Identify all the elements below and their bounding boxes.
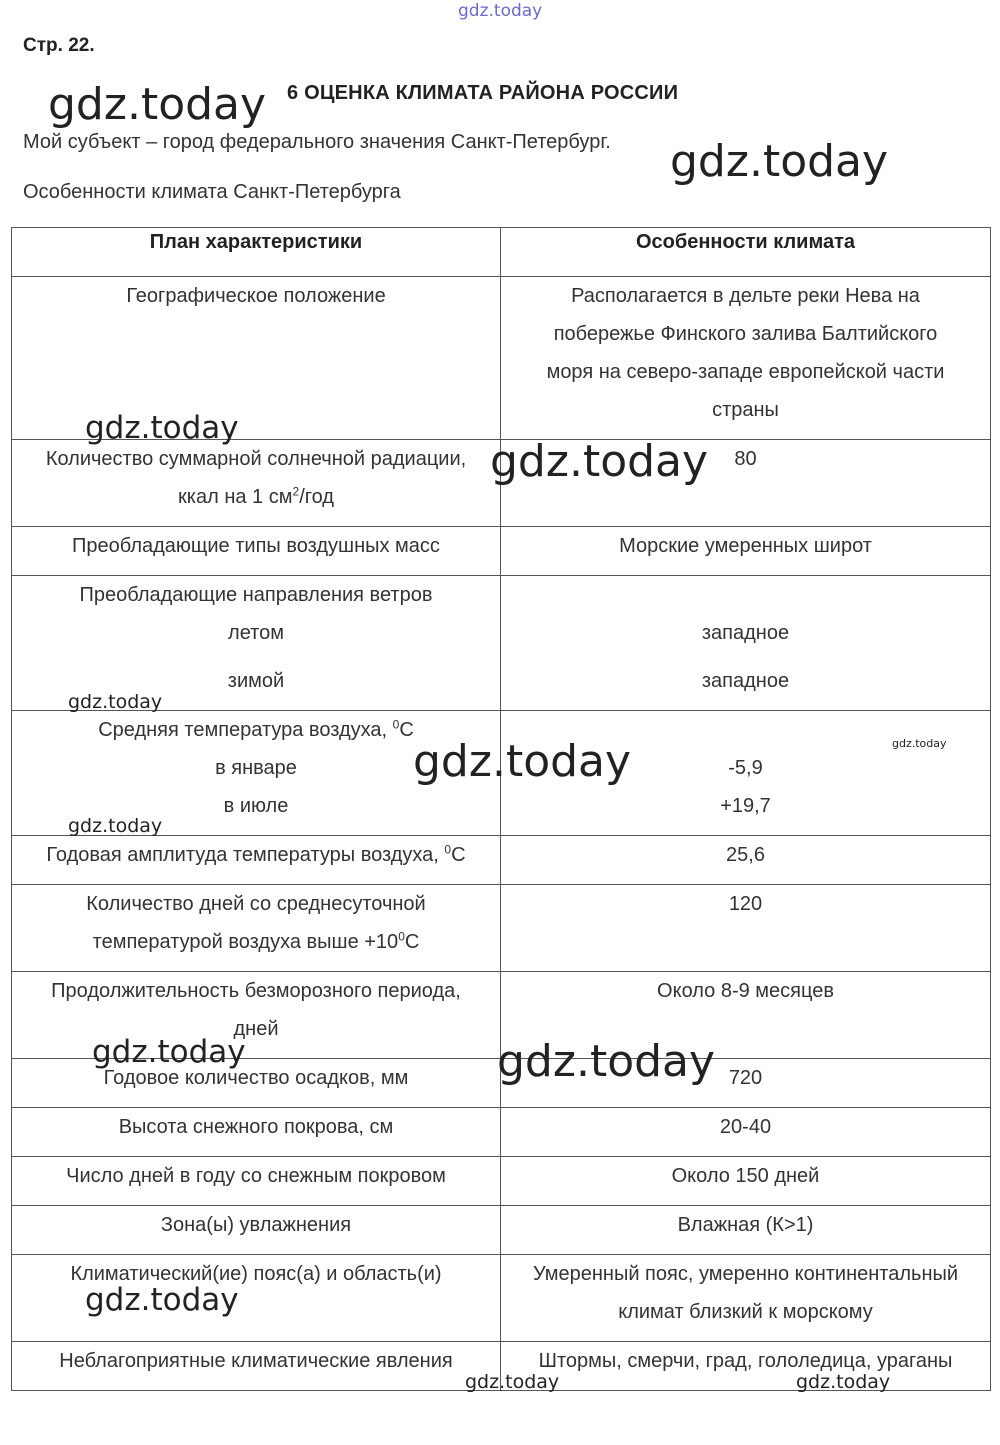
cell-text xyxy=(743,584,749,606)
watermark: gdz.today xyxy=(413,736,632,787)
cell-text: побережье Финского залива Балтийского xyxy=(553,323,938,345)
cell-text: +19,7 xyxy=(720,795,771,817)
row-value-moisture xyxy=(501,1206,991,1255)
cell-text: Климатический(ие) пояс(а) и область(и) xyxy=(70,1263,442,1285)
subject-line: Мой субъект – город федерального значения Санкт-Петербург. xyxy=(23,131,611,153)
cell-text: 80 xyxy=(734,448,757,470)
table-row xyxy=(12,836,991,885)
row-value-snow-depth xyxy=(501,1108,991,1157)
superscript: 0 xyxy=(398,929,405,944)
cell-text: Географическое положение xyxy=(126,285,386,307)
cell-text: Зона(ы) увлажнения xyxy=(160,1214,352,1236)
cell-text: ккал на 1 см xyxy=(178,486,293,508)
row-value-warm-days xyxy=(501,885,991,972)
table-row xyxy=(12,1206,991,1255)
watermark: gdz.today xyxy=(490,436,709,487)
features-line: Особенности климата Санкт-Петербурга xyxy=(23,181,401,203)
cell-text: Количество суммарной солнечной радиации, xyxy=(45,448,467,470)
cell-text: Продолжительность безморозного периода, xyxy=(51,980,461,1002)
row-plan-amplitude xyxy=(12,836,501,885)
cell-text: летом xyxy=(228,622,284,644)
cell-text: Располагается в дельте реки Нева на xyxy=(571,285,920,307)
row-plan-warm-days xyxy=(12,885,501,972)
watermark: gdz.today xyxy=(92,1034,246,1070)
cell-text: Годовое количество осадков, мм xyxy=(103,1067,409,1089)
cell-text: зимой xyxy=(227,670,285,692)
cell-text: 120 xyxy=(728,893,763,915)
superscript: 0 xyxy=(444,842,452,857)
watermark: gdz.today xyxy=(497,1036,716,1087)
cell-text: Влажная (К>1) xyxy=(677,1214,814,1236)
cell-text: -5,9 xyxy=(728,757,763,779)
cell-text: Умеренный пояс, умеренно континентальный xyxy=(532,1263,959,1285)
cell-text: 25,6 xyxy=(726,844,765,866)
table-row xyxy=(12,527,991,576)
row-plan-airmass xyxy=(12,527,501,576)
cell-text: С xyxy=(399,719,414,741)
page-label: Стр. 22. xyxy=(23,35,95,56)
cell-text: страны xyxy=(712,399,779,421)
cell-text: Неблагоприятные климатические явления xyxy=(59,1350,453,1372)
row-value-snow-days xyxy=(501,1157,991,1206)
row-value-amplitude xyxy=(501,836,991,885)
watermark: gdz.today xyxy=(465,1371,560,1393)
cell-text: Высота снежного покрова, см xyxy=(118,1116,394,1138)
superscript: 0 xyxy=(392,717,400,732)
cell-text xyxy=(743,719,749,741)
row-plan-moisture xyxy=(12,1206,501,1255)
row-plan-radiation xyxy=(12,440,501,527)
row-plan-hazards xyxy=(12,1342,501,1391)
cell-text: климат близкий к морскому xyxy=(618,1301,873,1323)
row-value-belt xyxy=(501,1255,991,1342)
cell-text: 20-40 xyxy=(719,1116,772,1138)
header-features: Особенности климата xyxy=(501,228,991,277)
climate-table-wrap xyxy=(11,227,990,1391)
climate-table xyxy=(11,227,991,1391)
superscript: 2 xyxy=(292,484,300,499)
row-plan-precip xyxy=(12,1059,501,1108)
cell-text: С xyxy=(451,844,466,866)
cell-text: температурой воздуха выше +10 xyxy=(92,931,399,953)
row-plan-frostfree xyxy=(12,972,501,1059)
cell-text: моря на северо-западе европейской части xyxy=(546,361,945,383)
row-value-winds xyxy=(501,576,991,711)
row-value-hazards xyxy=(501,1342,991,1391)
cell-text: Преобладающие направления ветров xyxy=(79,584,433,606)
row-value-airmass xyxy=(501,527,991,576)
cell-text: в июле xyxy=(223,795,289,817)
cell-text: в январе xyxy=(215,757,297,779)
cell-text: Преобладающие типы воздушных масс xyxy=(72,535,440,557)
cell-text: Годовая амплитуда температуры воздуха, xyxy=(46,844,445,866)
table-row xyxy=(12,1157,991,1206)
watermark: gdz.today xyxy=(68,691,163,713)
watermark: gdz.today xyxy=(892,737,947,750)
cell-text: /год xyxy=(299,486,334,508)
cell-text: западное xyxy=(701,622,790,644)
watermark: gdz.today xyxy=(796,1371,891,1393)
row-value-geo xyxy=(501,277,991,440)
watermark: gdz.today xyxy=(670,136,889,187)
cell-text: Штормы, смерчи, град, гололедица, ураганы xyxy=(538,1350,953,1372)
cell-text: 720 xyxy=(728,1067,763,1089)
page-title: 6 ОЦЕНКА КЛИМАТА РАЙОНА РОССИИ xyxy=(287,82,679,104)
table-row xyxy=(12,1108,991,1157)
cell-text: западное xyxy=(701,670,790,692)
row-plan-snow-days xyxy=(12,1157,501,1206)
header-plan: План характеристики xyxy=(12,228,501,277)
cell-text: дней xyxy=(233,1018,279,1040)
cell-text: Морские умеренных широт xyxy=(619,535,872,557)
row-plan-snow-depth xyxy=(12,1108,501,1157)
cell-text: С xyxy=(404,931,420,953)
watermark: gdz.today xyxy=(458,1,543,21)
cell-text: Средняя температура воздуха, xyxy=(98,719,393,741)
cell-text: Число дней в году со снежным покровом xyxy=(66,1165,446,1187)
cell-text: Около 8-9 месяцев xyxy=(657,980,834,1002)
watermark: gdz.today xyxy=(85,1282,239,1318)
watermark: gdz.today xyxy=(48,79,267,130)
table-header-row xyxy=(12,228,991,277)
table-row xyxy=(12,885,991,972)
watermark: gdz.today xyxy=(85,410,239,446)
cell-text: Количество дней со среднесуточной xyxy=(86,893,426,915)
watermark: gdz.today xyxy=(68,815,163,837)
cell-text: Около 150 дней xyxy=(671,1165,820,1187)
